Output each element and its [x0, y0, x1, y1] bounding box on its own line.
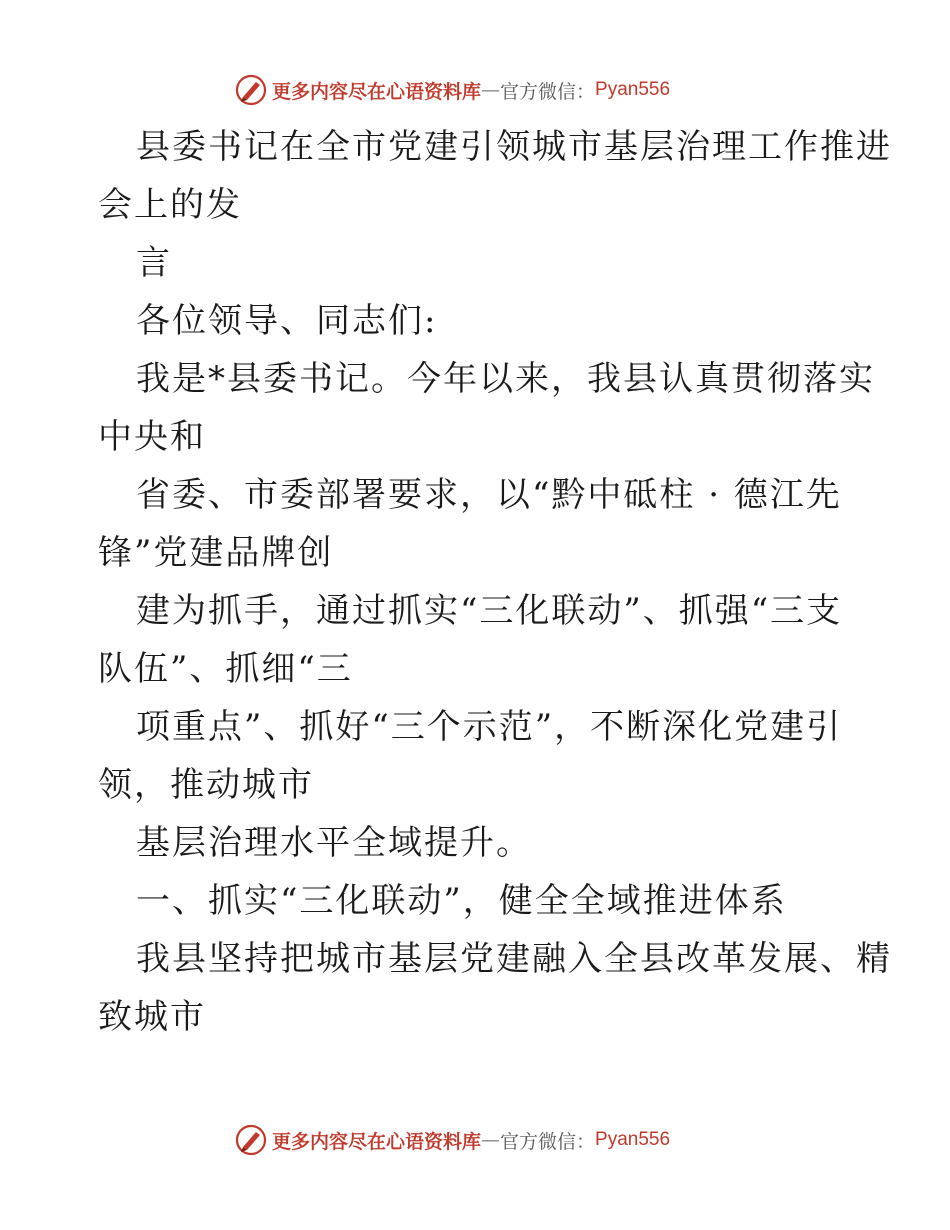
pen-logo-icon — [234, 73, 268, 107]
watermark-contact-label: 官方微信： — [500, 80, 596, 103]
paragraph-line: 我县坚持把城市基层党建融入全县改革发展、精 — [136, 939, 892, 979]
title-line-2: 会上的发 — [98, 185, 242, 225]
watermark-wechat-id: Pyan556 — [595, 79, 671, 100]
paragraph-line: 致城市 — [98, 997, 206, 1037]
watermark-wechat-id: Pyan556 — [595, 1129, 671, 1150]
paragraph-line: 基层治理水平全域提升。 — [136, 823, 532, 863]
paragraph-line: 建为抓手，通过抓实“三化联动”、抓强“三支 — [136, 591, 843, 631]
paragraph-line: 我是*县委书记。今年以来，我县认真贯彻落实 — [136, 359, 875, 399]
watermark-brand: 更多内容尽在心语资料库 — [272, 1130, 482, 1153]
footer-watermark — [234, 1122, 670, 1158]
paragraph-line: 领，推动城市 — [98, 765, 314, 805]
paragraph-line: 项重点”、抓好“三个示范”，不断深化党建引 — [136, 707, 843, 747]
paragraph-line: 锋”党建品牌创 — [98, 533, 334, 573]
title-line-1: 县委书记在全市党建引领城市基层治理工作推进 — [136, 127, 892, 167]
paragraph-line: 中央和 — [98, 417, 206, 457]
document-body — [98, 118, 892, 1046]
watermark-dash: — — [481, 79, 501, 101]
paragraph-line: 省委、市委部署要求，以“黔中砥柱 · 德江先 — [136, 475, 842, 515]
paragraph-line: 队伍”、抓细“三 — [98, 649, 353, 689]
watermark-brand: 更多内容尽在心语资料库 — [272, 80, 482, 103]
watermark-contact-label: 官方微信： — [500, 1130, 596, 1153]
pen-logo-icon — [234, 1123, 268, 1157]
salutation: 各位领导、同志们: — [136, 301, 438, 341]
section-heading: 一、抓实“三化联动”，健全全域推进体系 — [136, 881, 787, 921]
title-line-3: 言 — [136, 243, 172, 283]
watermark-dash: — — [481, 1129, 501, 1151]
header-watermark — [234, 72, 670, 108]
